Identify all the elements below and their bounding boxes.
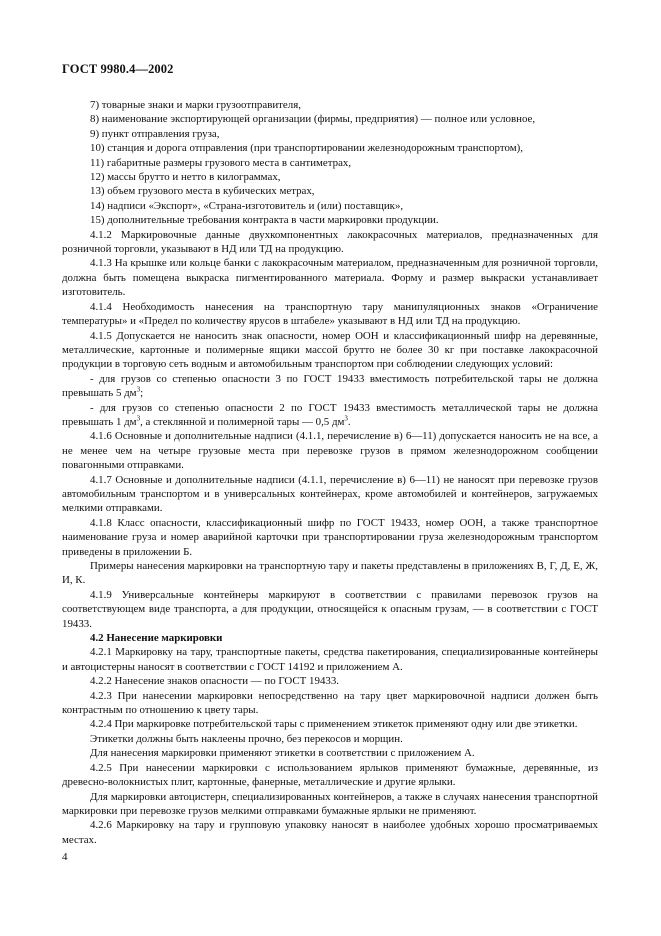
list-item: 11) габаритные размеры грузового места в сантиметрах, (90, 156, 352, 169)
list-item: 12) массы брутто и нетто в килограммах, (90, 171, 281, 184)
condition-end: . (347, 415, 351, 428)
document-header: ГОСТ 9980.4—2002 (62, 62, 174, 76)
list-item: 8) наименование экспортирующей организации (фирмы, предприятия) — полное или условное, (90, 113, 536, 126)
paragraph-examples: Примеры нанесения маркировки на транспортную тару и пакеты представлены в приложениях В, Г, Д, Е, Ж, И, К. (62, 560, 598, 587)
list-item: 13) объем грузового места в кубических метрах, (90, 185, 315, 198)
condition-end: ; (140, 387, 144, 400)
paragraph-4-2-6: 4.2.6 Маркировку на тару и групповую упаковку наносят в наиболее удобных хорошо просматриваемых местах. (62, 819, 598, 846)
document-body (62, 98, 598, 847)
condition-hazard-2 (62, 401, 598, 430)
paragraph-4-1-9: 4.1.9 Универсальные контейнеры маркируют в соответствии с правилами перевозок грузов на соответствующем виде транспорта, а для продукции, относящейся к опасным грузам, — в соответствии с ГОСТ 19433. (62, 588, 598, 630)
condition-text: , а стеклянной и полимерной тары — 0,5 дм (140, 415, 345, 428)
superscript: 3 (136, 385, 141, 394)
paragraph-4-1-4: 4.1.4 Необходимость нанесения на транспортную тару манипуляционных знаков «Ограничение температуры» и «Предел по количеству ярусов в штабеле» указывают в НД или ТД на продукцию. (62, 300, 598, 328)
paragraph-4-1-5: 4.1.5 Допускается не наносить знак опасности, номер ООН и классификационный шифр на деревянные, металлические, картонные и полимерные ящики массой брутто не более 30 кг при поставке лакокрасочной продукции в торговую сеть водным и автомобильным транспортом при соблюдении следующих условий: (62, 329, 598, 371)
list-item: 10) станция и дорога отправления (при транспортировании железнодорожным транспортом), (90, 142, 523, 155)
superscript: 3 (344, 414, 348, 423)
list-item: 9) пункт отправления груза, (90, 127, 220, 140)
condition-text: - для грузов со степенью опасности 2 по ГОСТ 19433 вместимость металлической тары не должна превышать 1 дм (62, 401, 598, 428)
list-item: 15) дополнительные требования контракта в части маркировки продукции. (90, 214, 439, 227)
list-item: 7) товарные знаки и марки грузоотправителя, (90, 99, 301, 111)
paragraph-labels-2: Для нанесения маркировки применяют этикетки в соответствии с приложением А. (90, 747, 475, 760)
page-number: 4 (62, 851, 68, 863)
paragraph-4-2-5: 4.2.5 При нанесении маркировки с использованием ярлыков применяют бумажные, деревянные, из древесно-волокнистых плит, картонные, фанерные, металлические и другие ярлыки. (62, 761, 598, 789)
list-item: 14) надписи «Экспорт», «Страна-изготовитель и (или) поставщик», (90, 199, 404, 212)
superscript: 3 (136, 414, 141, 423)
paragraph-4-2-2: 4.2.2 Нанесение знаков опасности — по ГОСТ 19433. (90, 675, 340, 688)
paragraph-4-2-4: 4.2.4 При маркировке потребительской тары с применением этикеток применяют одну или две этикетки. (90, 718, 578, 731)
paragraph-4-1-2: 4.1.2 Маркировочные данные двухкомпонентных лакокрасочных материалов, предназначенных для розничной торговли, указывают в НД или ТД на продукцию. (62, 228, 598, 256)
paragraph-tanks: Для маркировки автоцистерн, специализированных контейнеров, а также в случаях нанесения транспортной маркировки при перевозке грузов мелкими отправками бумажные ярлыки не применяют. (62, 790, 598, 817)
paragraph-4-2-1: 4.2.1 Маркировку на тару, транспортные пакеты, средства пакетирования, специализированные контейнеры и автоцистерны наносят в соответствии с ГОСТ 14192 и приложением А. (62, 646, 598, 673)
condition-hazard-3 (62, 372, 598, 401)
condition-text: - для грузов со степенью опасности 3 по ГОСТ 19433 вместимость потребительской тары не должна превышать 5 дм (62, 372, 598, 400)
section-heading-4-2: 4.2 Нанесение маркировки (90, 632, 223, 645)
paragraph-4-2-3: 4.2.3 При нанесении маркировки непосредственно на тару цвет маркировочной надписи должен быть контрастным по отношению к цвету тары. (62, 689, 598, 717)
paragraph-4-1-7: 4.1.7 Основные и дополнительные надписи (4.1.1, перечисление в) 6—11) не наносят при перевозке грузов автомобильным транспортом и в универсальных контейнерах, кроме автомобилей и контейнеров, загружаемых мелкими отправками. (62, 473, 598, 515)
paragraph-4-1-6: 4.1.6 Основные и дополнительные надписи (4.1.1, перечисление в) 6—11) допускается наносить не на все, а не менее чем на четыре грузовые места при перевозке грузов в прямом железнодорожном сообщении повагонными отправками. (62, 430, 598, 472)
paragraph-labels-1: Этикетки должны быть наклеены прочно, без перекосов и морщин. (90, 732, 403, 745)
paragraph-4-1-8: 4.1.8 Класс опасности, классификационный шифр по ГОСТ 19433, номер ООН, а также транспортное наименование груза и номер аварийной карточки при транспортировании груза железнодорожным транспортом приведены в приложении Б. (62, 516, 598, 558)
paragraph-4-1-3: 4.1.3 На крышке или кольце банки с лакокрасочным материалом, предназначенным для розничной торговли, должна быть помещена выкраска пигментированного материала. Форму и размер выкраски устанавливает изготовитель. (62, 257, 598, 299)
